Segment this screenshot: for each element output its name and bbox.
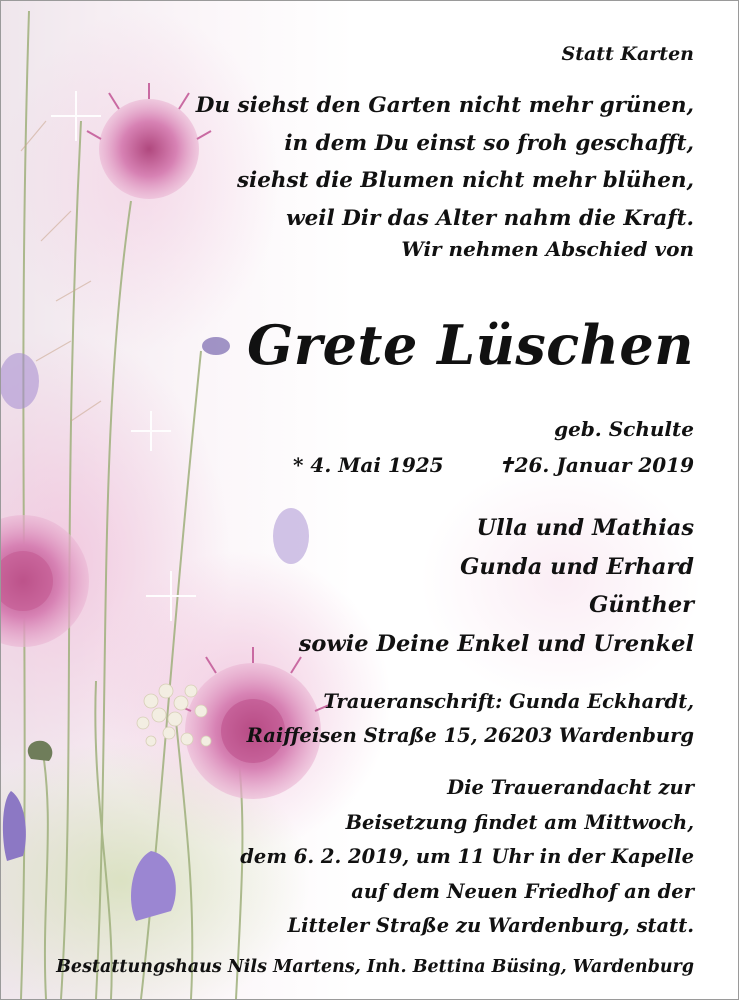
deceased-name: Grete Lüschen [247, 313, 694, 377]
family-line: Ulla und Mathias [476, 515, 694, 541]
poem-line: Du siehst den Garten nicht mehr grünen, [195, 93, 694, 118]
funeral-service-info [240, 771, 694, 944]
maiden-name: geb. Schulte [554, 417, 694, 441]
family-line: Günther [589, 592, 694, 618]
poem-line: siehst die Blumen nicht mehr blühen, [236, 168, 694, 193]
service-line: Beisetzung findet am Mittwoch, [345, 810, 694, 834]
funeral-home-footer: Bestattungshaus Nils Martens, Inh. Bettina Büsing, Wardenburg [56, 957, 694, 977]
address-line: Raiffeisen Straße 15, 26203 Wardenburg [246, 723, 694, 747]
family-line: Gunda und Erhard [460, 553, 694, 580]
service-line: dem 6. 2. 2019, um 11 Uhr in der Kapelle [240, 845, 694, 868]
poem-line: weil Dir das Alter nahm die Kraft. [286, 205, 694, 231]
service-line: Litteler Straße zu Wardenburg, statt. [287, 914, 694, 937]
mourning-family [299, 509, 694, 663]
mourning-address [247, 685, 694, 752]
poem-verse [196, 87, 694, 237]
address-line: Traueranschrift: Gunda Eckhardt, [323, 690, 694, 713]
family-line: sowie Deine Enkel und Urenkel [298, 630, 694, 657]
poem-line: in dem Du einst so froh geschafft, [284, 130, 694, 156]
birth-date: * 4. Mai 1925 [293, 453, 444, 477]
death-date: ✝26. Januar 2019 [497, 453, 694, 477]
statt-karten-label: Statt Karten [561, 43, 694, 65]
service-line: auf dem Neuen Friedhof an der [351, 879, 694, 903]
service-line: Die Trauerandacht zur [447, 776, 694, 799]
farewell-intro: Wir nehmen Abschied von [401, 237, 694, 261]
